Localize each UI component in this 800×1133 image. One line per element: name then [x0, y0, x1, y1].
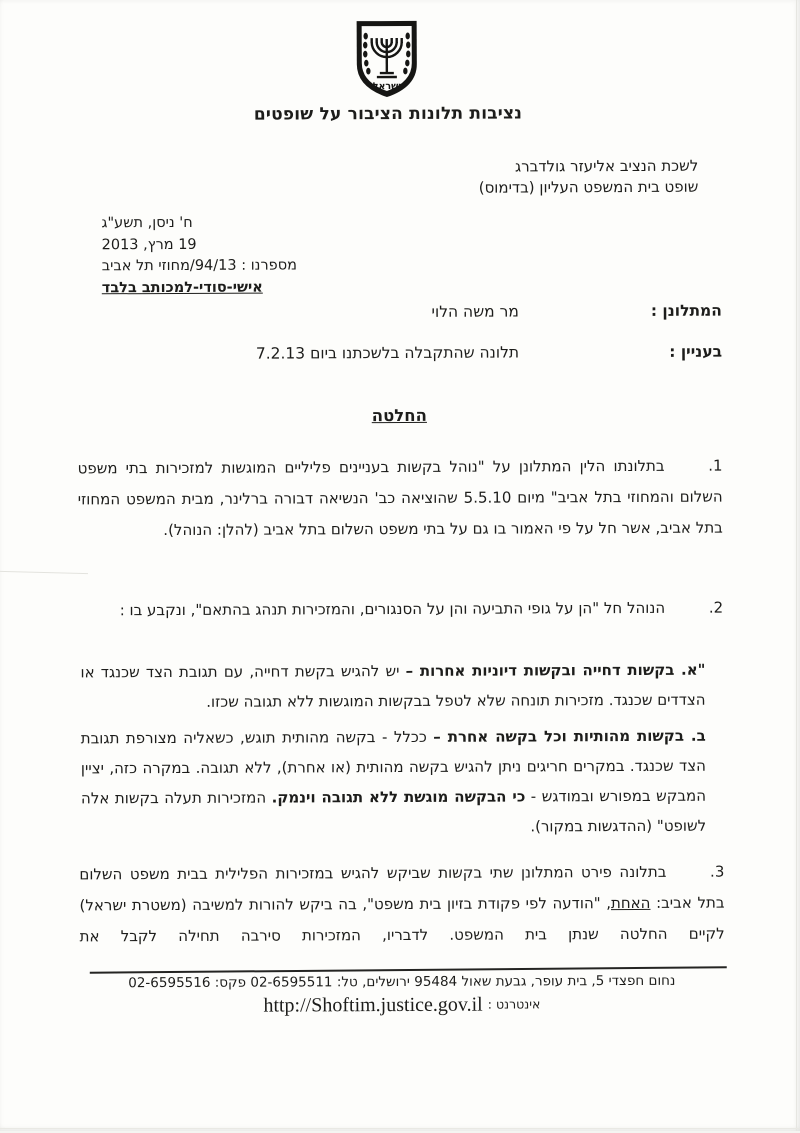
paragraph-2 — [78, 593, 723, 627]
decision-heading — [59, 405, 739, 427]
quote-b-body-2: המזכירות תעלה בקשות אלה לשופט" (ההדגשות במקור). — [81, 789, 706, 836]
footer-address: נחום חפצדי 5, בית עופר, גבעת שאול 95484 ירושלים, טל: 02-6595511 פקס: 02-6595516 — [62, 973, 742, 992]
paragraph-3-pre: בתלונה פירט המתלונן שתי בקשות שביקש להגיש במזכירות הפלילית בבית משפט השלום בתל אביב: — [79, 863, 724, 912]
paragraph-3 — [79, 857, 724, 953]
confidentiality-notice: אישי-סודי-למכותב בלבד — [102, 277, 297, 299]
complainant-label: המתלונן : — [651, 302, 722, 320]
reference-number: מספרנו : 94/13/מחוזי תל אביב — [102, 255, 297, 277]
paragraph-2-text: הנוהל חל "הן על גופי התביעה והן על הסנגורים, והמזכירות תנהג בהתאם", ונקבע בו : — [78, 593, 723, 627]
paragraph-3-number: 3. — [710, 857, 724, 888]
complainant-row — [77, 302, 722, 305]
paragraph-3-post: , "הודעה לפי פקודת בזיון בית משפט", בה ביקש להורות למשיבה (משטרת ישראל) לקיים החלטה שנתן בית המשפט. לדבריו, המזכירות סירבה תחילה לקבל את — [79, 894, 724, 945]
quote-b-emphasis: כי הבקשה מוגשת ללא תגובה וינמק. — [272, 787, 526, 806]
paragraph-3-underlined: האחת — [611, 894, 651, 912]
subject-label: בעניין : — [669, 343, 722, 361]
paragraph-3-text — [79, 857, 724, 953]
procedure-quote-section-a — [80, 655, 705, 718]
org-title: נציבות תלונות הציבור על שופטים — [0, 102, 778, 125]
emblem-caption: ישראל — [373, 81, 402, 92]
paragraph-1-text: בתלונתו הלין המתלונן על "נוהל בקשות בעניינים פליליים המוגשות למזכירות בתי משפט השלום והמחוזי בתל אביב" מיום 5.5.10 שהוציאה כב' הנשיאה דבורה ברלינר, מבית המשפט המחוזי בתל אביב, אשר חל על פי האמור בו גם על בתי משפט השלום בתל אביב (להלן: הנוהל). — [78, 451, 723, 547]
office-line-1: לשכת הנציב אליעזר גולדברג — [479, 156, 699, 178]
footer-web-line — [62, 993, 742, 1019]
subject-value: תלונה שהתקבלה בלשכתנו ביום 7.2.13 — [256, 343, 519, 362]
quote-a-body: יש להגיש בקשת דחייה, עם תגובת הצד שכנגד או הצדדים שכנגד. מזכירות תונחה שלא לטפל בבקשות המוגשות ללא תגובה שכזו. — [80, 662, 705, 711]
gregorian-date: 19 מרץ, 2013 — [102, 234, 297, 256]
date-reference-block — [101, 212, 297, 299]
paragraph-2-number: 2. — [709, 593, 723, 624]
website-url: http://Shoftim.justice.gov.il — [263, 994, 482, 1017]
subject-row — [77, 343, 722, 346]
procedure-quote-section-b — [81, 721, 707, 844]
internet-label: אינטרנט : — [488, 996, 541, 1011]
commissioner-office-block — [479, 156, 699, 199]
decision-heading-text: החלטה — [372, 406, 427, 425]
hebrew-date: ח' ניסן, תשע"ג — [101, 212, 296, 234]
paragraph-1-number: 1. — [708, 451, 722, 482]
quote-b-heading: ב. בקשות מהותיות וכל בקשה אחרת – — [433, 727, 706, 746]
quote-a-heading: "א. בקשות דחייה ובקשות דיוניות אחרות – — [406, 661, 706, 680]
paragraph-1 — [78, 451, 723, 547]
office-line-2: שופט בית המשפט העליון (בדימוס) — [479, 177, 699, 199]
complainant-value: מר משה הלוי — [431, 302, 518, 320]
israel-state-emblem-icon — [350, 16, 424, 102]
quote-b-body-1: ככלל - בקשה מהותית תוגש, כשאליה מצורפת תגובת הצד שכנגד. במקרים חריגים ניתן להגיש בקשה מהותית (או אחרת), ללא תגובה. במקרה כזה, יציין המבקש במפורש ובמודגש - — [81, 728, 706, 806]
